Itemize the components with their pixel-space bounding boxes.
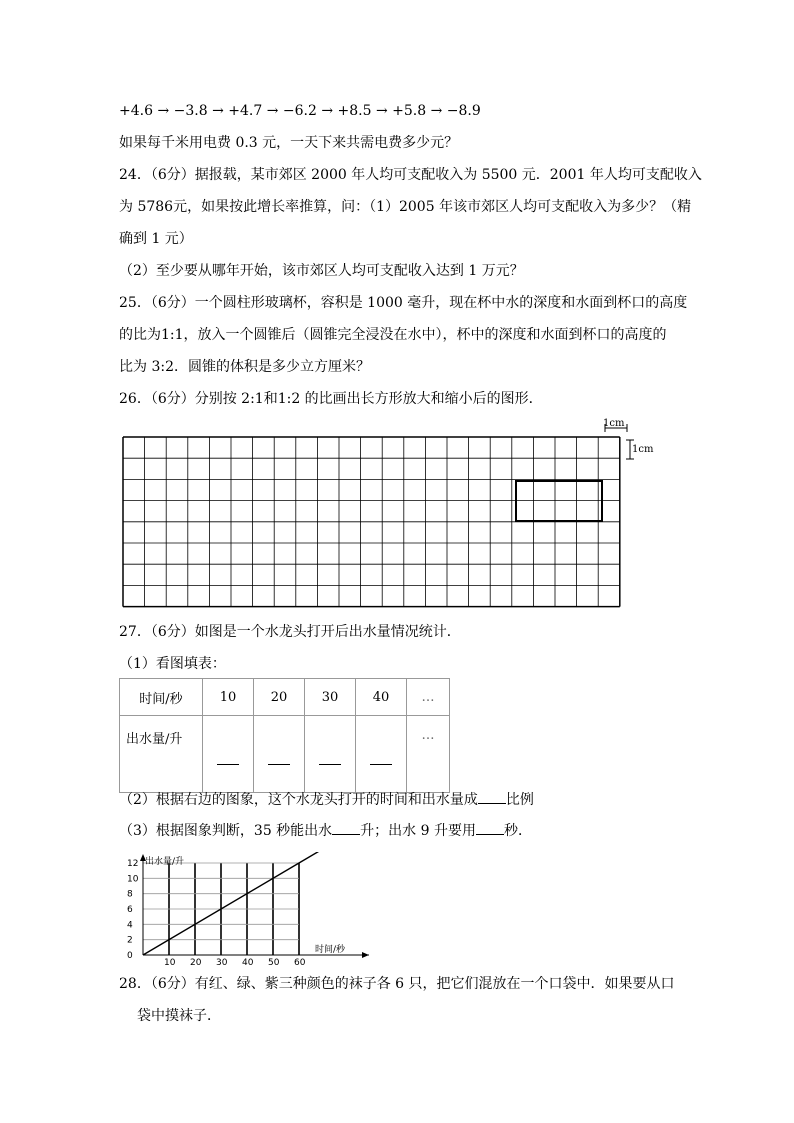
unit-v-label: 1cm xyxy=(632,444,654,455)
x-tick-label: 60 xyxy=(294,958,306,968)
y-tick-label: 12 xyxy=(127,859,139,869)
x-tick-label: 50 xyxy=(268,958,280,968)
y-tick-label: 4 xyxy=(127,920,133,931)
chart-y-label: 出水量/升 xyxy=(145,857,185,867)
x-tick-label: 40 xyxy=(242,958,254,968)
q27-part2: （2）根据右边的图象，这个水龙头打开的时间和出水量成 比例 xyxy=(119,789,534,810)
table-head-time: 时间/秒 xyxy=(120,679,203,716)
number-sequence: +4.6 → −3.8 → +4.7 → −6.2 → +8.5 → +5.8 → −8.9 xyxy=(119,103,481,119)
table-blank-4[interactable] xyxy=(356,716,407,793)
x-tick-label: 30 xyxy=(216,958,228,968)
table-time-4: 40 xyxy=(356,679,407,716)
q27-part3: （3）根据图象判断，35 秒能出水 升；出水 9 升要用 秒． xyxy=(119,820,532,841)
chart-x-label: 时间/秒 xyxy=(315,945,346,955)
q25-line-2: 的比为1:1，放入一个圆锥后（圆锥完全浸没在水中），杯中的深度和水面到杯口的高度的 xyxy=(119,327,667,343)
y-tick-label: 2 xyxy=(127,935,133,946)
q24-line-1: 24．（6分）据报载，某市郊区 2000 年人均可支配收入为 5500 元．2001 年人均可支配收入 xyxy=(119,167,702,183)
q25-line-3: 比为 3:2．圆锥的体积是多少立方厘米？ xyxy=(119,359,370,375)
q27-line-1: 27．（6分）如图是一个水龙头打开后出水量情况统计． xyxy=(119,624,461,640)
table-blank-2[interactable] xyxy=(254,716,305,793)
chart-x-ticks xyxy=(164,958,306,968)
table-blank-3[interactable] xyxy=(305,716,356,793)
q25-line-1: 25．（6分）一个圆柱形玻璃杯，容积是 1000 毫升，现在杯中水的深度和水面到杯口的高度 xyxy=(119,295,688,311)
answer-blank-proportion[interactable] xyxy=(478,789,506,804)
answer-blank-liters[interactable] xyxy=(332,820,360,835)
q24-line-2: 为 5786元，如果按此增长率推算，问：（1）2005 年该市郊区人均可支配收入为多少？（精 xyxy=(119,199,692,215)
unit-h-label: 1cm xyxy=(603,418,625,429)
x-tick-label: 10 xyxy=(164,958,176,968)
y-tick-label: 0 xyxy=(127,951,133,961)
y-tick-label: 10 xyxy=(127,874,139,885)
water-chart xyxy=(110,852,380,968)
table-head-water: 出水量/升 xyxy=(120,716,203,793)
y-tick-label: 8 xyxy=(127,889,133,900)
table-ellipsis-2: … xyxy=(407,716,450,793)
x-axis-arrow xyxy=(362,952,369,958)
q24-line-3: 确到 1 元） xyxy=(119,231,193,247)
answer-blank-seconds[interactable] xyxy=(476,820,504,835)
chart-axes xyxy=(140,854,369,958)
chart-y-ticks xyxy=(127,859,139,961)
q26-line-1: 26．（6分）分别按 2:1和1:2 的比画出长方形放大和缩小后的图形． xyxy=(119,391,543,407)
q27-line-2: （1）看图填表： xyxy=(119,656,226,672)
table-time-2: 20 xyxy=(254,679,305,716)
fill-table xyxy=(119,678,450,793)
q28-line-2: 袋中摸袜子． xyxy=(137,1008,221,1024)
q24-line-4: （2）至少要从哪年开始，该市郊区人均可支配收入达到 1 万元？ xyxy=(119,263,524,279)
q23-question: 如果每千米用电费 0.3 元，一天下来共需电费多少元？ xyxy=(119,135,459,151)
table-time-3: 30 xyxy=(305,679,356,716)
x-tick-label: 20 xyxy=(190,958,202,968)
table-time-1: 10 xyxy=(203,679,254,716)
table-ellipsis-1: … xyxy=(407,679,450,716)
y-tick-label: 6 xyxy=(127,905,133,915)
q28-line-1: 28．（6分）有红、绿、紫三种颜色的袜子各 6 只，把它们混放在一个口袋中．如果要从口 xyxy=(119,976,675,992)
table-blank-1[interactable] xyxy=(203,716,254,793)
